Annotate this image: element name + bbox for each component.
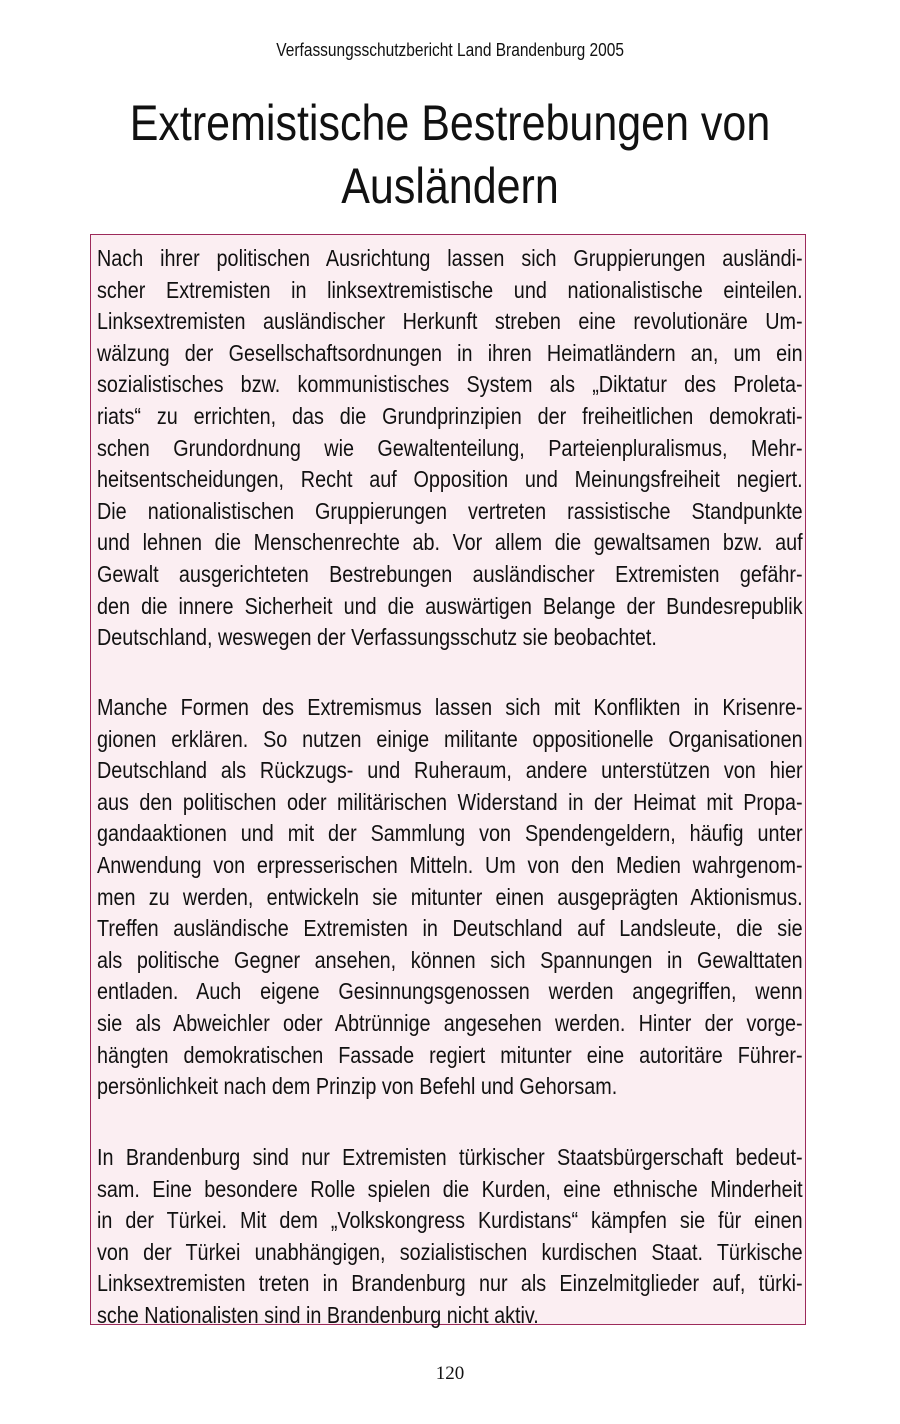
paragraph-1: [97, 243, 803, 654]
text-line: Linksextremisten ausländischer Herkunft streben eine revolutionäre Um-: [97, 308, 803, 335]
text-line: Linksextremisten treten in Brandenburg nur als Einzelmitglieder auf, türki-: [97, 1270, 803, 1297]
page-title: [0, 92, 900, 218]
text-line: Deutschland als Rückzugs- und Ruheraum, andere unterstützen von hier: [97, 757, 803, 784]
text-line: aus den politischen oder militärischen Widerstand in der Heimat mit Propa-: [97, 788, 803, 815]
text-line: riats“ zu errichten, das die Grundprinzipien der freiheitlichen demokrati-: [97, 402, 803, 429]
text-line: entladen. Auch eigene Gesinnungsgenossen werden angegriffen, wenn: [97, 978, 803, 1005]
text-line: sie als Abweichler oder Abtrünnige angesehen werden. Hinter der vorge-: [97, 1009, 803, 1036]
text-line: gionen erklären. So nutzen einige militante oppositionelle Organisationen: [97, 725, 803, 752]
text-line: schen Grundordnung wie Gewaltenteilung, Parteienpluralismus, Mehr-: [97, 434, 803, 461]
text-line: Treffen ausländische Extremisten in Deutschland auf Landsleute, die sie: [97, 915, 803, 942]
running-header: [0, 40, 900, 61]
text-line: persönlichkeit nach dem Prinzip von Befehl und Gehorsam.: [97, 1073, 618, 1100]
running-title: Verfassungsschutzbericht Land Brandenburg 2005: [276, 40, 624, 60]
paragraph-3: [97, 1142, 803, 1332]
text-line: Die nationalistischen Gruppierungen vertreten rassistische Standpunkte: [97, 497, 803, 524]
paragraph-2: [97, 692, 803, 1103]
text-line: sozialistisches bzw. kommunistisches System als „Diktatur des Proleta-: [97, 371, 803, 398]
text-line: gandaaktionen und mit der Sammlung von Spendengeldern, häufig unter: [97, 820, 803, 847]
text-line: Anwendung von erpresserischen Mitteln. Um von den Medien wahrgenom-: [97, 851, 803, 878]
title-line: Extremistische Bestrebungen von: [129, 95, 771, 151]
text-line: Manche Formen des Extremismus lassen sich mit Konflikten in Krisenre-: [97, 694, 803, 720]
text-line: Nach ihrer politischen Ausrichtung lassen sich Gruppierungen ausländi-: [97, 245, 803, 271]
text-line: den die innere Sicherheit und die auswärtigen Belange der Bundesrepublik: [97, 592, 803, 619]
text-line: sche Nationalisten sind in Brandenburg nicht aktiv.: [97, 1301, 539, 1328]
text-line: als politische Gegner ansehen, können sich Spannungen in Gewalttaten: [97, 946, 803, 973]
text-line: hängten demokratischen Fassade regiert mitunter eine autoritäre Führer-: [97, 1041, 803, 1068]
text-line: Gewalt ausgerichteten Bestrebungen ausländischer Extremisten gefähr-: [97, 560, 803, 587]
text-line: heitsentscheidungen, Recht auf Opposition und Meinungsfreiheit negiert.: [97, 466, 803, 493]
text-line: in der Türkei. Mit dem „Volkskongress Kurdistans“ kämpfen sie für einen: [97, 1207, 803, 1234]
page-number: 120: [435, 1363, 465, 1384]
text-line: scher Extremisten in linksextremistische und nationalistische einteilen.: [97, 276, 803, 303]
text-line: Deutschland, weswegen der Verfassungsschutz sie beobachtet.: [97, 624, 657, 651]
title-line: Ausländern: [341, 158, 559, 214]
text-line: In Brandenburg sind nur Extremisten türkischer Staatsbürgerschaft bedeut-: [97, 1144, 803, 1170]
text-line: und lehnen die Menschenrechte ab. Vor allem die gewaltsamen bzw. auf: [97, 529, 803, 556]
text-box: [90, 234, 806, 1328]
text-line: wälzung der Gesellschaftsordnungen in ihren Heimatländern an, um ein: [97, 339, 803, 366]
text-line: men zu werden, entwickeln sie mitunter einen ausgeprägten Aktionismus.: [97, 883, 803, 910]
text-line: von der Türkei unabhängigen, sozialistischen kurdischen Staat. Türkische: [97, 1238, 803, 1265]
text-line: sam. Eine besondere Rolle spielen die Kurden, eine ethnische Minderheit: [97, 1175, 803, 1202]
